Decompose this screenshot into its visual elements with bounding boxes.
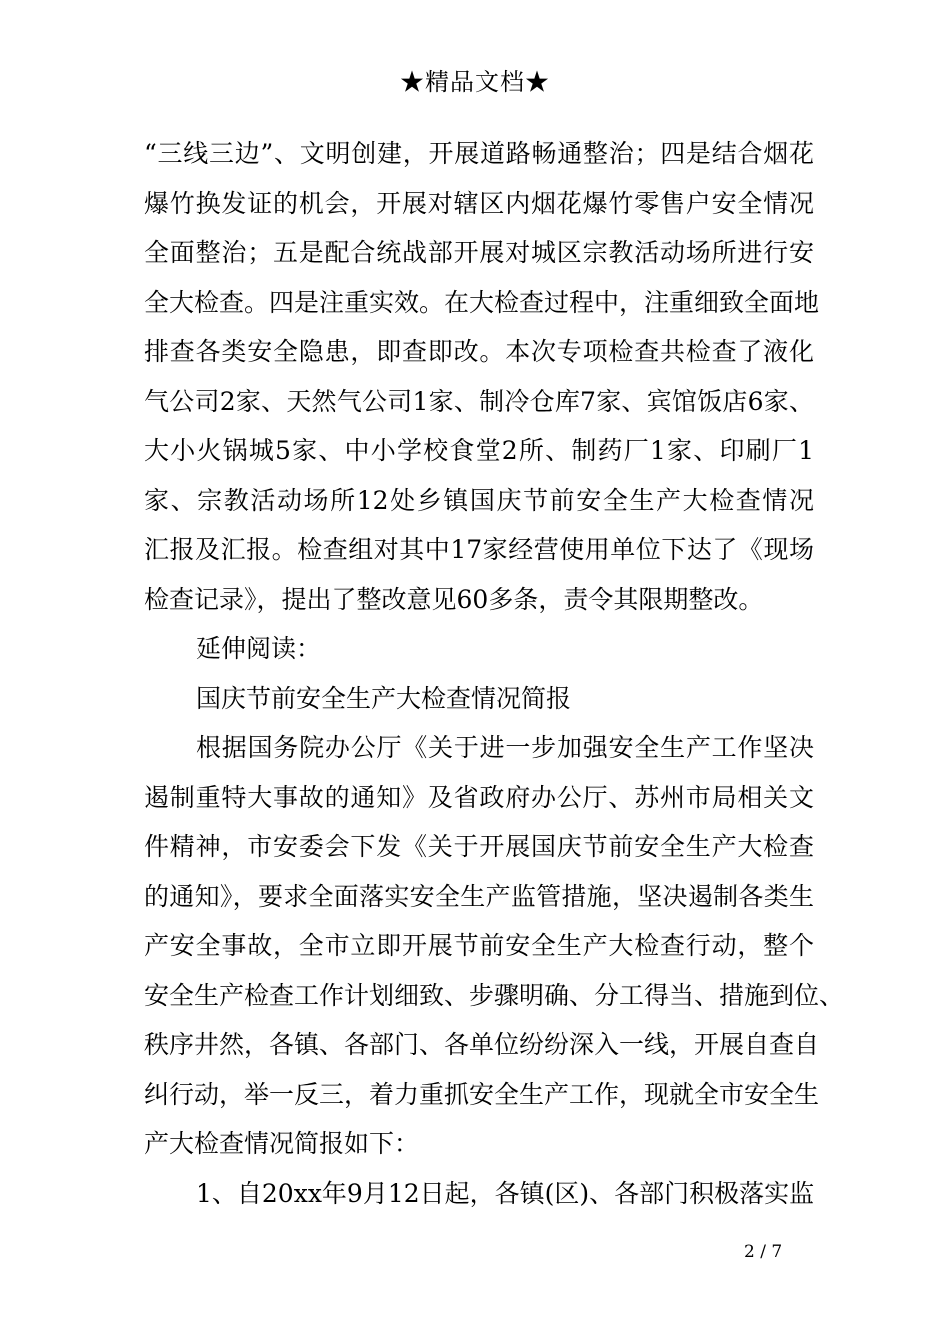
text-line: 产安全事故，全市立即开展节前安全生产大检查行动，整个 bbox=[144, 931, 814, 960]
text-line: 排查各类安全隐患，即查即改。本次专项检查共检查了液化 bbox=[144, 337, 814, 366]
text-line: 1、自20xx年9月12日起，各镇(区)、各部门积极落实监 bbox=[196, 1178, 815, 1208]
text-line: 大小火锅城5家、中小学校食堂2所、制药厂1家、印刷厂1 bbox=[144, 436, 814, 465]
page-header-title: ★精品文档★ bbox=[400, 68, 550, 96]
text-line: 爆竹换发证的机会，开展对辖区内烟花爆竹零售户安全情况 bbox=[144, 188, 814, 218]
text-line: 产大检查情况简报如下： bbox=[144, 1129, 420, 1158]
page-number: 2 / 7 bbox=[744, 1242, 783, 1262]
text-line: 件精神，市安委会下发《关于开展国庆节前安全生产大检查 bbox=[144, 832, 814, 861]
document-body bbox=[144, 129, 845, 1218]
text-line: 根据国务院办公厅《关于进一步加强安全生产工作坚决 bbox=[196, 733, 814, 762]
text-line: 纠行动，举一反三，着力重抓安全生产工作，现就全市安全生 bbox=[144, 1079, 820, 1109]
text-line: “三线三边”、文明创建，开展道路畅通整治；四是结合烟花 bbox=[144, 139, 814, 168]
text-line: 秩序井然，各镇、各部门、各单位纷纷深入一线，开展自查自 bbox=[144, 1030, 820, 1059]
extended-reading-label: 延伸阅读： bbox=[196, 634, 322, 663]
text-line: 检查记录》，提出了整改意见60多条，责令其限期整改。 bbox=[144, 584, 764, 614]
text-line: 全大检查。四是注重实效。在大检查过程中，注重细致全面地 bbox=[144, 287, 820, 317]
text-line: 遏制重特大事故的通知》及省政府办公厅、苏州市局相关文 bbox=[144, 782, 814, 812]
text-line: 安全生产检查工作计划细致、步骤明确、分工得当、措施到位、 bbox=[144, 980, 845, 1010]
text-line: 的通知》，要求全面落实安全生产监管措施，坚决遏制各类生 bbox=[144, 881, 814, 911]
section-heading: 国庆节前安全生产大检查情况简报 bbox=[196, 683, 572, 713]
text-line: 汇报及汇报。检查组对其中17家经营使用单位下达了《现场 bbox=[144, 535, 814, 564]
text-line: 气公司2家、天然气公司1家、制冷仓库7家、宾馆饭店6家、 bbox=[144, 386, 814, 416]
text-line: 全面整治；五是配合统战部开展对城区宗教活动场所进行安 bbox=[144, 238, 814, 267]
text-line: 家、宗教活动场所12处乡镇国庆节前安全生产大检查情况 bbox=[144, 485, 814, 515]
